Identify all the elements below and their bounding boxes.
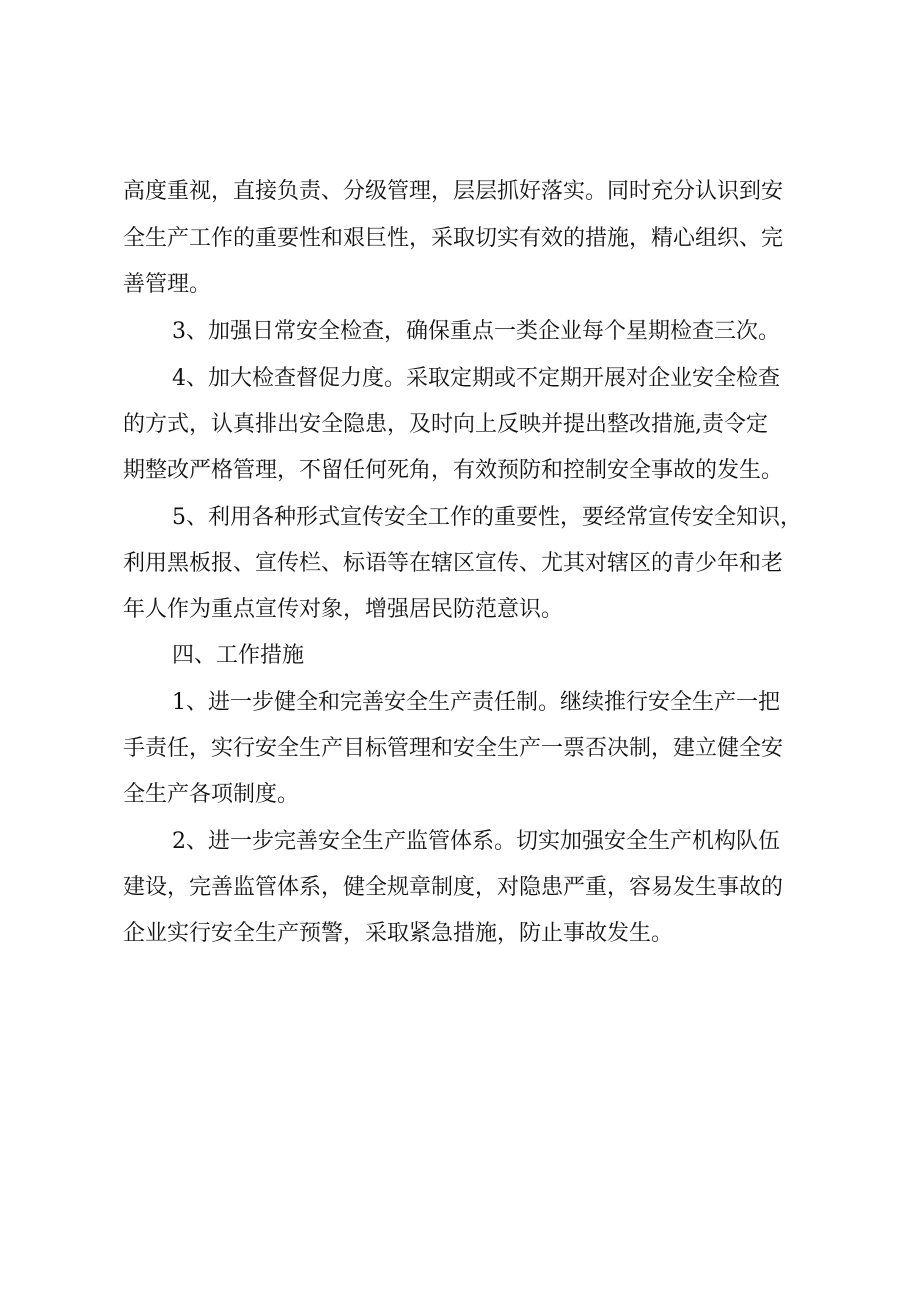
text-line: 4、加大检查督促力度。采取定期或不定期开展对企业安全检查 [172, 366, 780, 391]
text-line: 年人作为重点宣传对象，增强居民防范意识。 [123, 597, 564, 622]
text-line: 期整改严格管理，不留任何死角，有效预防和控制安全事故的发生。 [123, 458, 784, 483]
text-line: 的方式，认真排出安全隐患，及时向上反映并提出整改措施,责令定 [123, 412, 768, 437]
text-line: 2、进一步完善安全生产监管体系。切实加强安全生产机构队伍 [172, 829, 780, 854]
text-line: 利用黑板报、宣传栏、标语等在辖区宣传、尤其对辖区的青少年和老 [123, 551, 784, 576]
text-line: 全生产各项制度。 [123, 782, 300, 807]
text-line: 1、进一步健全和完善安全生产责任制。继续推行安全生产一把 [172, 690, 780, 715]
text-line: 建设，完善监管体系，健全规章制度，对隐患严重，容易发生事故的 [123, 875, 784, 900]
text-line: 手责任，实行安全生产目标管理和安全生产一票否决制，建立健全安 [123, 736, 784, 761]
text-line: 5、利用各种形式宣传安全工作的重要性，要经常宣传安全知识， [172, 505, 802, 530]
text-line: 善管理。 [123, 272, 212, 297]
text-line: 高度重视，直接负责、分级管理，层层抓好落实。同时充分认识到安 [123, 179, 784, 204]
text-line: 全生产工作的重要性和艰巨性，采取切实有效的措施，精心组织、完 [123, 226, 784, 251]
section-heading: 四、工作措施 [172, 643, 305, 668]
text-line: 企业实行安全生产预警，采取紧急措施，防止事故发生。 [123, 921, 674, 946]
text-line: 3、加强日常安全检查，确保重点一类企业每个星期检查三次。 [172, 319, 780, 344]
